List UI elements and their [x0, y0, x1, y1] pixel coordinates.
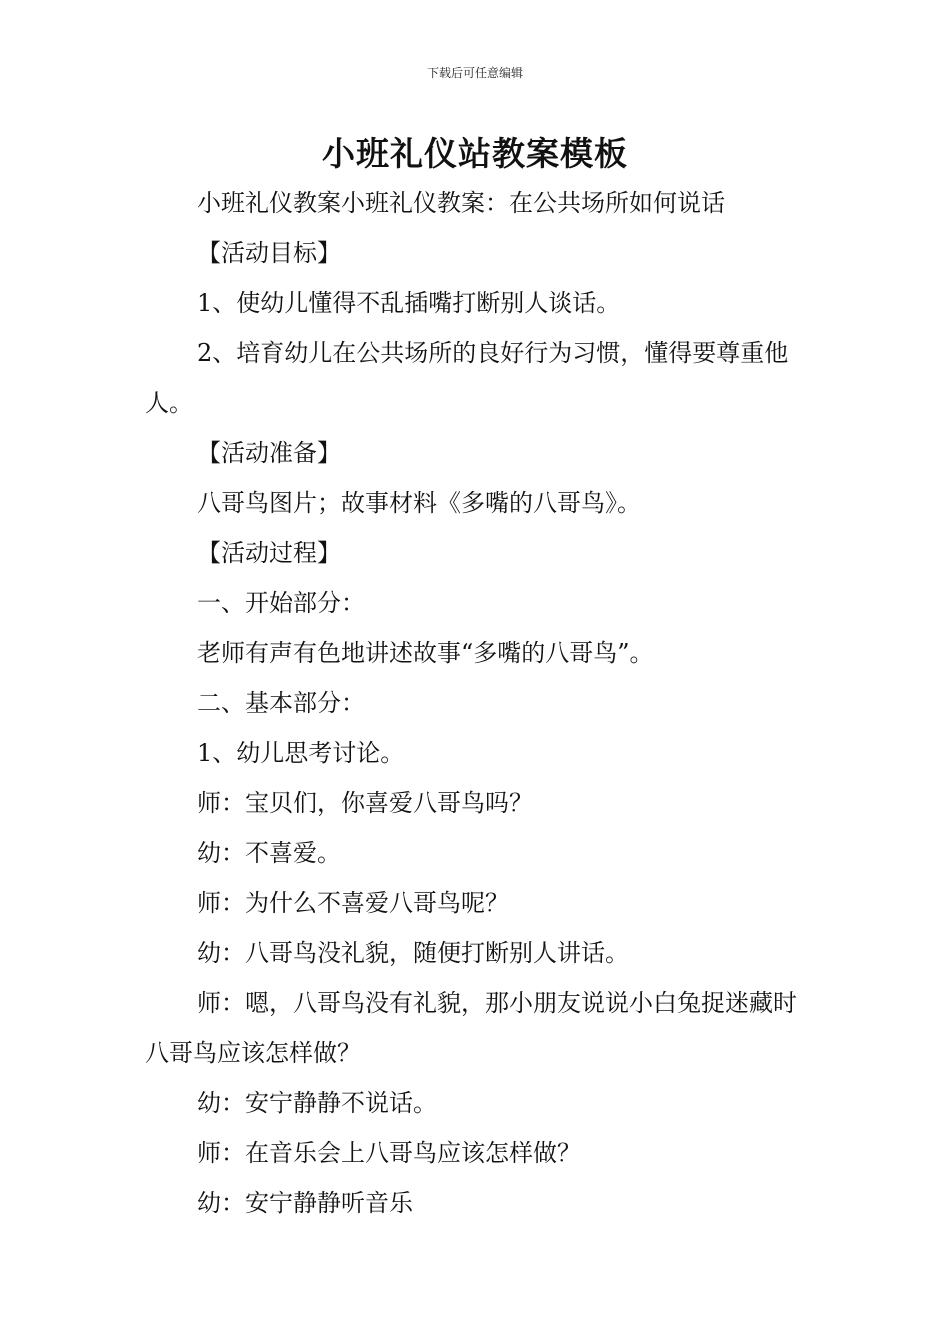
dialogue-line: 幼：安宁静静听音乐 — [197, 1189, 413, 1217]
dialogue-line: 师：宝贝们，你喜爱八哥鸟吗？ — [197, 789, 533, 817]
paragraph: 1、使幼儿懂得不乱插嘴打断别人谈话。 — [197, 289, 621, 317]
dialogue-line: 师：为什么不喜爱八哥鸟呢？ — [197, 889, 509, 917]
dialogue-line: 师：嗯，八哥鸟没有礼貌，那小朋友说说小白兔捉迷藏时八哥鸟应该怎样做？ — [145, 989, 797, 1067]
document-title: 小班礼仪站教案模板 — [322, 134, 628, 173]
paragraph: 八哥鸟图片；故事材料《多嘴的八哥鸟》。 — [197, 489, 641, 517]
document-body — [145, 178, 810, 1228]
paragraph: 一、开始部分： — [197, 589, 365, 617]
section-heading-preparation: 【活动准备】 — [197, 439, 341, 467]
paragraph: 小班礼仪教案小班礼仪教案：在公共场所如何说话 — [197, 189, 725, 217]
section-heading-goals: 【活动目标】 — [197, 239, 341, 267]
dialogue-line: 师：在音乐会上八哥鸟应该怎样做？ — [197, 1139, 581, 1167]
paragraph: 2、培育幼儿在公共场所的良好行为习惯，懂得要尊重他人。 — [145, 339, 789, 417]
dialogue-line: 幼：八哥鸟没礼貌，随便打断别人讲话。 — [197, 939, 629, 967]
dialogue-line: 幼：不喜爱。 — [197, 839, 341, 867]
header-note: 下载后可任意编辑 — [426, 66, 523, 80]
paragraph: 老师有声有色地讲述故事“多嘴的八哥鸟”。 — [197, 639, 654, 667]
section-heading-process: 【活动过程】 — [197, 539, 341, 567]
paragraph: 1、幼儿思考讨论。 — [197, 739, 405, 767]
dialogue-line: 幼：安宁静静不说话。 — [197, 1089, 437, 1117]
paragraph: 二、基本部分： — [197, 689, 365, 717]
